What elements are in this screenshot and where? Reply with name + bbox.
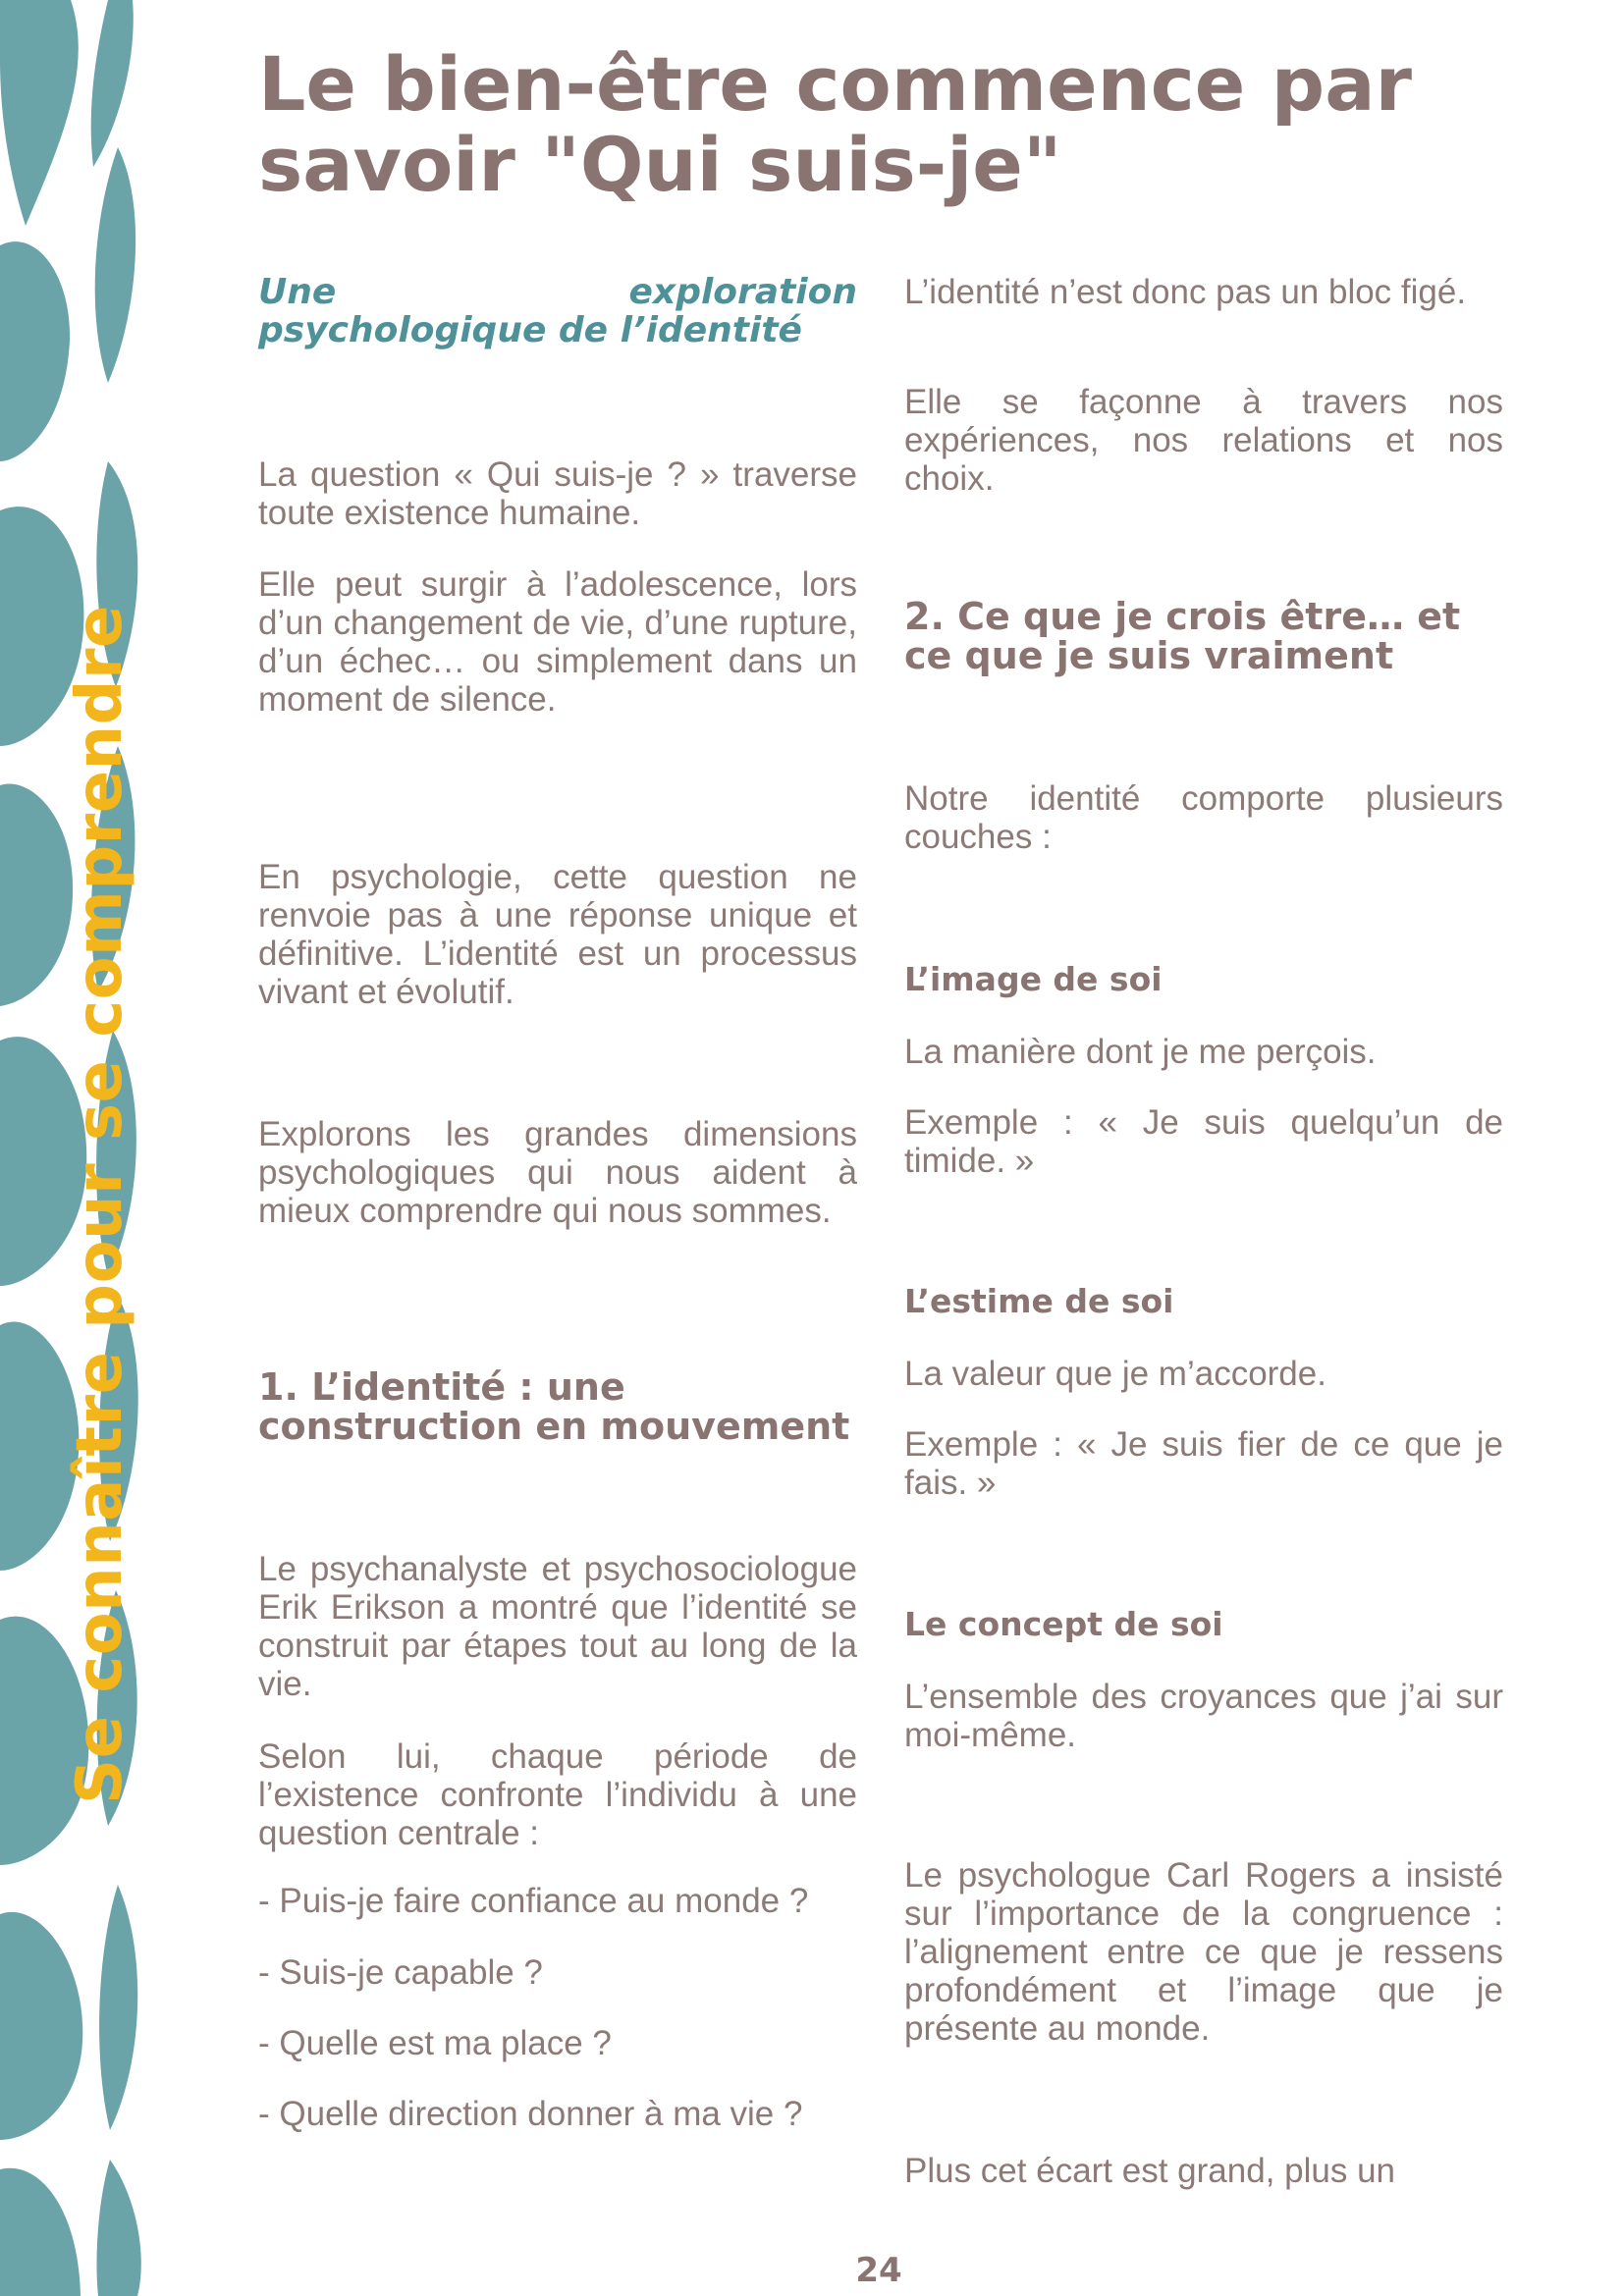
list-item: - Puis-je faire confiance au monde ? xyxy=(258,1882,809,1920)
paragraph: Elle peut surgir à l’adolescence, lors d’un changement de vie, d’une rupture, d’un échec… ou simplement dans un moment de silence. xyxy=(258,565,857,719)
side-title: Se connaître pour se comprendre xyxy=(64,605,136,1804)
example-text: Exemple : « Je suis quelqu’un de timide. » xyxy=(904,1103,1503,1180)
paragraph: Selon lui, chaque période de l’existence confronte l’individu à une question centrale : xyxy=(258,1737,857,1852)
list-item: - Suis-je capable ? xyxy=(258,1953,543,1992)
section-heading-2: 2. Ce que je crois être… et ce que je suis vraiment xyxy=(904,595,1461,677)
paragraph: La valeur que je m’accorde. xyxy=(904,1355,1326,1393)
list-item: - Quelle est ma place ? xyxy=(258,2024,612,2062)
paragraph: Explorons les grandes dimensions psychologiques qui nous aident à mieux comprendre qui nous sommes. xyxy=(258,1115,857,1230)
paragraph: Elle se façonne à travers nos expériences, nos relations et nos choix. xyxy=(904,383,1503,498)
paragraph: Le psychanalyste et psychosociologue Erik Erikson a montré que l’identité se construit par étapes tout au long de la vie. xyxy=(258,1550,857,1703)
paragraph: En psychologie, cette question ne renvoie pas à une réponse unique et définitive. L’identité est un processus vivant et évolutif. xyxy=(258,858,857,1011)
subheading-estime-de-soi: L’estime de soi xyxy=(904,1282,1174,1320)
example-text: Exemple : « Je suis fier de ce que je fais. » xyxy=(904,1425,1503,1502)
list-item: - Quelle direction donner à ma vie ? xyxy=(258,2095,803,2133)
page-title xyxy=(258,40,1535,208)
section-heading-1: 1. L’identité : une construction en mouvement xyxy=(258,1365,850,1448)
paragraph: La manière dont je me perçois. xyxy=(904,1033,1377,1071)
section-subtitle: Une exploration psychologique de l’identité xyxy=(258,272,857,350)
subheading-image-de-soi: L’image de soi xyxy=(904,960,1163,998)
page-title-line1: Le bien-être commence par xyxy=(258,40,1412,128)
paragraph: Plus cet écart est grand, plus un xyxy=(904,2152,1395,2190)
paragraph: L’ensemble des croyances que j’ai sur moi-même. xyxy=(904,1678,1503,1754)
page-title-line2: savoir "Qui suis-je" xyxy=(258,121,1062,208)
paragraph: Le psychologue Carl Rogers a insisté sur l’importance de la congruence : l’alignement entre ce que je ressens profondément et l’image que je présente au monde. xyxy=(904,1856,1503,2048)
paragraph: L’identité n’est donc pas un bloc figé. xyxy=(904,273,1467,311)
paragraph: Notre identité comporte plusieurs couches : xyxy=(904,779,1503,856)
subheading-concept-de-soi: Le concept de soi xyxy=(904,1605,1223,1643)
page-number: 24 xyxy=(855,2251,902,2290)
paragraph: La question « Qui suis-je ? » traverse toute existence humaine. xyxy=(258,455,857,532)
